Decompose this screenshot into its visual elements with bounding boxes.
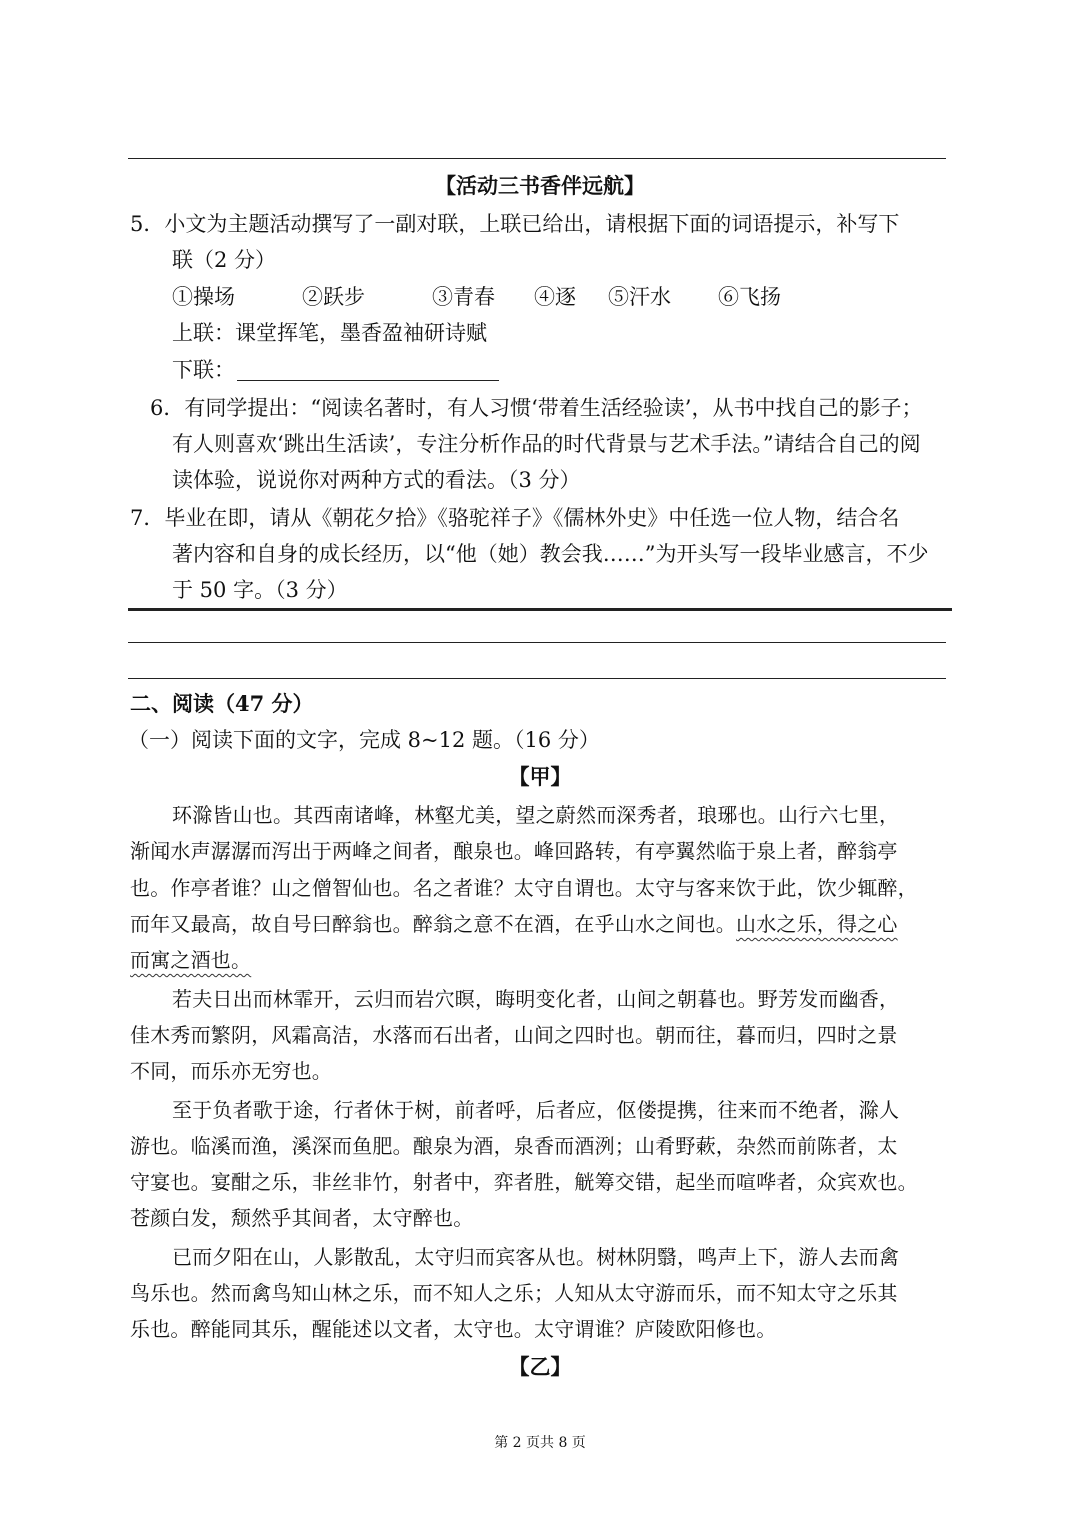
q7-text-line3: 于 50 字。（3 分） [172,578,348,602]
part1-intro: （一）阅读下面的文字，完成 8~12 题。（16 分） [128,728,600,752]
passage-line: 鸟乐也。然而禽鸟知山林之乐，而不知人之乐；人知从太守游而乐，而不知太守之乐其 [130,1281,898,1305]
top-divider [128,158,946,159]
passage-line-text: 而年又最高，故自号曰醉翁也。醉翁之意不在酒，在乎山水之间也。 [130,912,736,936]
passage-yi-label: 【乙】 [508,1354,572,1379]
passage-line: 若夫日出而林霏开，云归而岩穴暝，晦明变化者，山间之朝暮也。野芳发而幽香， [172,987,900,1011]
passage-line: 苍颜白发，颓然乎其间者，太守醉也。 [130,1206,474,1230]
passage-line: 佳木秀而繁阴，风霜高洁，水落而石出者，山间之四时也。朝而往，暮而归，四时之景 [130,1023,898,1047]
passage-line: 渐闻水声潺潺而泻出于两峰之间者，酿泉也。峰回路转，有亭翼然临于泉上者，醉翁亭 [130,839,898,863]
passage-line: 环滁皆山也。其西南诸峰，林壑尤美，望之蔚然而深秀者，琅琊也。山行六七里， [172,803,900,827]
q5-option-1: ①操场 [172,285,235,309]
passage-line: 守宴也。宴酣之乐，非丝非竹，射者中，弈者胜，觥筹交错，起坐而喧哗者，众宾欢也。 [130,1170,918,1194]
section2-title: 二、阅读（47 分） [130,691,314,716]
q5-upper-couplet: 上联：课堂挥笔，墨香盈袖研诗赋 [172,321,487,345]
q5-option-5: ⑤汗水 [608,285,671,309]
q5-text-line1: 5．小文为主题活动撰写了一副对联，上联已给出，请根据下面的词语提示，补写下 [130,212,900,236]
q5-option-6: ⑥飞扬 [718,285,781,309]
q5-lower-couplet [172,355,499,385]
passage-jia-label: 【甲】 [508,764,572,789]
q5-options [172,282,781,312]
q7-text-line2: 著内容和自身的成长经历，以“他（她）教会我……”为开头写一段毕业感言，不少 [172,542,929,566]
page-number: 第 2 页共 8 页 [494,1435,586,1451]
q6-text-line2: 有人则喜欢‘跳出生活读’，专注分析作品的时代背景与艺术手法。”请结合自己的阅 [172,432,921,456]
passage-line: 不同，而乐亦无穷也。 [130,1059,332,1083]
q7-text-line1: 7．毕业在即，请从《朝花夕拾》《骆驼祥子》《儒林外史》中任选一位人物，结合名 [130,506,900,530]
passage-line: 也。作亭者谁？山之僧智仙也。名之者谁？太守自谓也。太守与客来饮于此，饮少辄醉， [130,876,918,900]
wavy-underlined-sentence-end: 而寓之酒也。 [130,948,252,972]
q5-option-3: ③青春 [432,285,495,309]
q6-text-line3: 读体验，说说你对两种方式的看法。（3 分） [172,468,581,492]
q5-lower-label: 下联： [172,358,235,382]
q6-text-line1: 6．有同学提出：“阅读名著时，有人习惯‘带着生活经验读’，从书中找自己的影子； [150,396,923,420]
passage-line [130,945,251,975]
answer-line-3[interactable] [128,678,946,679]
q5-option-2: ②跃步 [302,285,365,309]
answer-line-2[interactable] [128,642,946,643]
activity-title: 【活动三书香伴远航】 [435,173,645,198]
q5-text-line2: 联（2 分） [172,248,277,272]
q5-option-4: ④逐 [534,285,576,309]
wavy-underlined-sentence: 山水之乐，得之心 [736,912,898,936]
q5-answer-blank[interactable] [237,358,499,381]
passage-line [130,909,898,939]
passage-line: 已而夕阳在山，人影散乱，太守归而宾客从也。树林阴翳，鸣声上下，游人去而禽 [172,1245,900,1269]
answer-line-1[interactable] [128,608,952,611]
passage-line: 游也。临溪而渔，溪深而鱼肥。酿泉为酒，泉香而酒洌；山肴野蔌，杂然而前陈者，太 [130,1134,898,1158]
passage-line: 至于负者歌于途，行者休于树，前者呼，后者应，伛偻提携，往来而不绝者，滁人 [172,1098,900,1122]
passage-line: 乐也。醉能同其乐，醒能述以文者，太守也。太守谓谁？庐陵欧阳修也。 [130,1317,777,1341]
